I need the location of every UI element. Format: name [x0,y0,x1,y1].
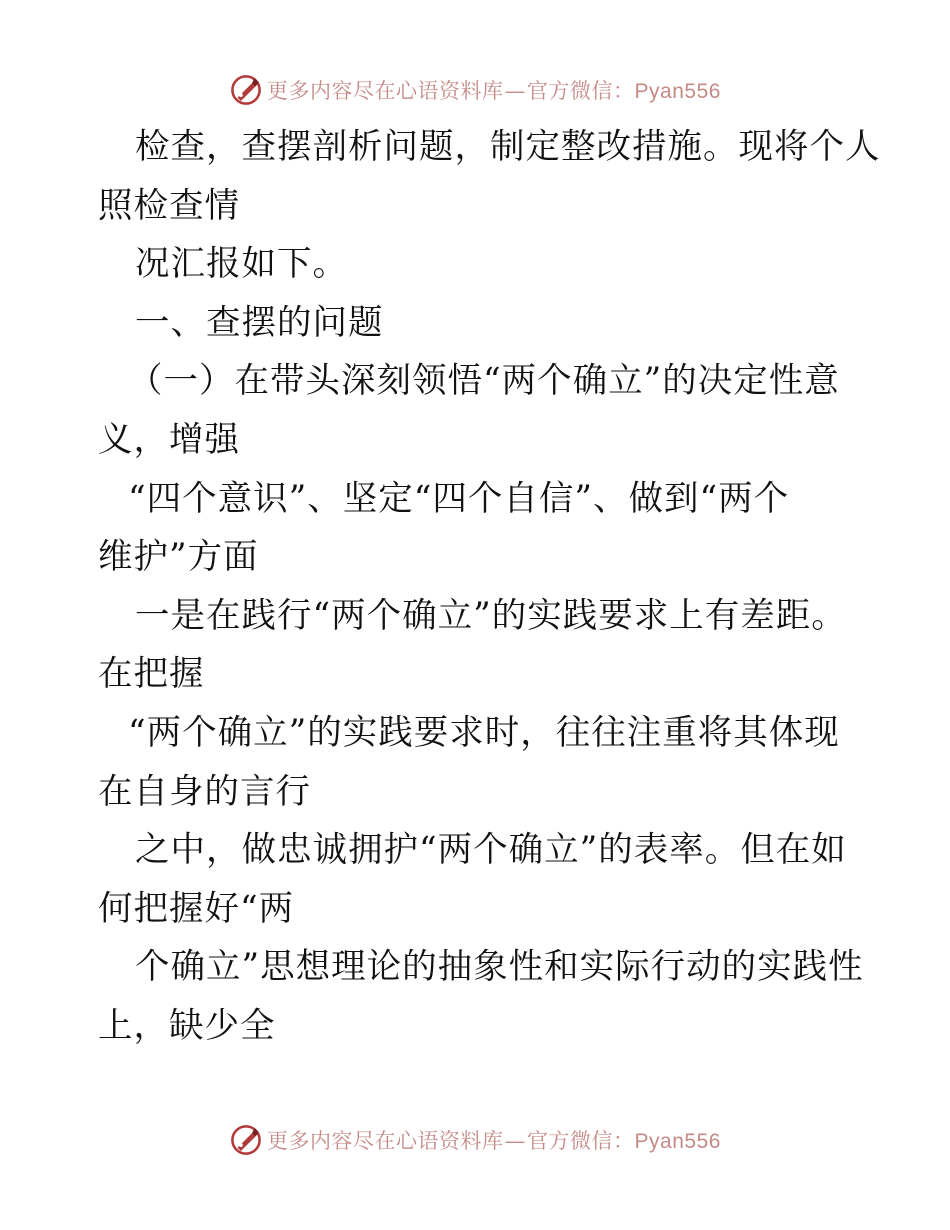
body-line: 上，缺少全 [98,1005,276,1046]
body-line: 个确立”思想理论的抽象性和实际行动的实践性 [135,947,864,988]
body-line: 维护”方面 [98,537,259,578]
header-banner-text: 更多内容尽在心语资料库—官方微信：Pyan556 [267,79,721,103]
body-line: 检查，查摆剖析问题，制定整改措施。现将个人 [135,127,881,167]
footer-banner [0,1120,950,1160]
body-line: 照检查情 [98,185,240,226]
footer-banner-text: 更多内容尽在心语资料库—官方微信：Pyan556 [267,1129,721,1153]
body-line: 之中，做忠诚拥护“两个确立”的表率。但在如 [135,830,847,871]
subsection-heading: （一）在带头深刻领悟“两个确立”的决定性意 [128,361,840,402]
body-line: 在把握 [98,654,205,695]
document-body [98,118,881,1056]
body-line: “四个意识”、坚定“四个自信”、做到“两个 [128,478,790,519]
body-line: 一是在践行“两个确立”的实践要求上有差距。 [135,595,847,636]
body-line: 义，增强 [98,419,240,460]
body-line: 在自身的言行 [98,771,311,812]
pen-circle-logo-icon [229,73,263,107]
header-banner [0,70,950,110]
section-heading: 一、查摆的问题 [135,302,384,343]
body-line: “两个确立”的实践要求时，往往注重将其体现 [128,712,840,753]
body-line: 何把握好“两 [98,888,295,929]
body-line: 况汇报如下。 [135,244,348,285]
pen-circle-logo-icon [229,1123,263,1157]
